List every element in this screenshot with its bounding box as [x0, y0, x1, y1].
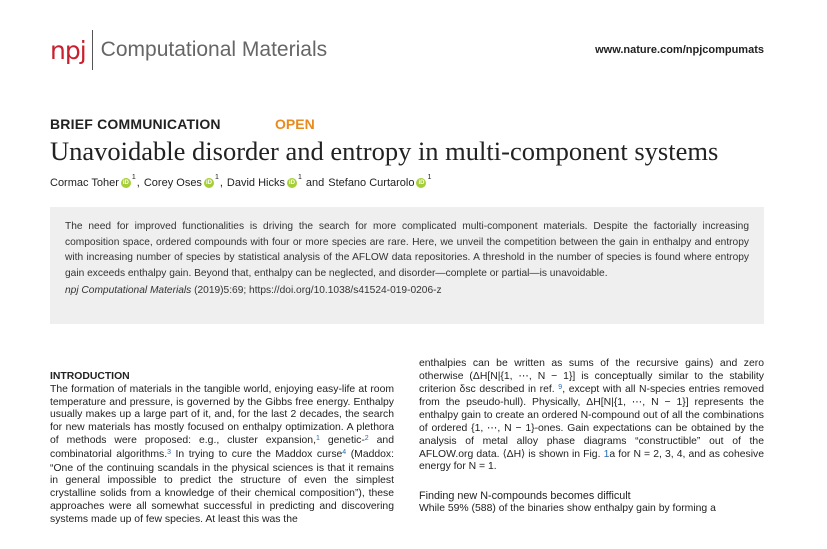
- left-column: [50, 371, 394, 527]
- body-text: enthalpies can be written as sums of the recursive gains) and zero otherwise (ΔH[N|{1, ⋯, N − 1}] is conceptually similar to the stability criterion δsc described in ref.: [419, 358, 764, 395]
- right-column: [419, 358, 764, 516]
- reference-link[interactable]: 4: [342, 448, 347, 456]
- author-name-1[interactable]: Cormac Toher: [50, 177, 119, 189]
- orcid-icon[interactable]: iD: [418, 180, 425, 186]
- figure-link[interactable]: 1: [603, 448, 610, 460]
- header-divider: [92, 30, 93, 70]
- author-name-2[interactable]: Corey Oses: [143, 177, 202, 189]
- affiliation-marker[interactable]: 1: [297, 174, 302, 181]
- affiliation-marker[interactable]: 1: [427, 174, 432, 181]
- intro-paragraph: [50, 384, 394, 527]
- author-separator: ,: [219, 177, 223, 189]
- citation-doi[interactable]: (2019)5:69; https://doi.org/10.1038/s41524-019-0206-z: [191, 285, 442, 297]
- intro-text: genetic-: [319, 434, 365, 446]
- intro-text: The formation of materials in the tangible world, enjoying easy-life at room temperature and pressure, is governed by the Gibbs free energy. Enthalpy usually makes up a large part of it, and, for the last 2 decades, the search for new materials has mostly focused on enthalpy optimization. A plethora of methods were proposed: e.g., cluster expansion,: [50, 383, 394, 446]
- intro-text: (Maddox: “One of the continuing scandals in the physical sciences is that it remains in general impossible to predict the structure of even the simplest crystalline solids from a knowledge of their chemical composition”), these approaches were all somewhat successful in predicting and discovering systems made up of few species. At least this was the: [50, 448, 395, 525]
- citation-journal: npj Computational Materials: [65, 285, 192, 297]
- article-title: Unavoidable disorder and entropy in multi-component systems: [50, 136, 719, 166]
- author-name-4[interactable]: Stefano Curtarolo: [328, 177, 415, 189]
- body-text: , except with all N-species entries removed from the pseudo-hull). Physically, ΔH[N|{1, ⋯, N − 1}] represents the enthalpy gain to create an ordered N-compound out of all the combinations of ordered {1, ⋯, N − 1}-ones. Gain expectations can be obtained by the analysis of metal alloy phase diagrams “constructible” out of the AFLOW.org data. ⟨ΔH⟩ is shown in Fig.: [419, 383, 764, 460]
- author-separator: and: [305, 177, 325, 189]
- author-name-3[interactable]: David Hicks: [226, 177, 285, 189]
- orcid-icon[interactable]: iD: [205, 180, 212, 186]
- body-text: a for N = 2, 3, 4, and as cohesive energy for N = 1.: [419, 448, 764, 473]
- intro-text: In trying to cure the Maddox curse: [171, 448, 343, 460]
- npj-logo[interactable]: npj: [50, 35, 86, 65]
- reference-link[interactable]: 1: [315, 434, 320, 442]
- abstract-text: The need for improved functionalities is driving the search for more complicated multi-component materials. Despite the factorially increasing composition space, ordered compounds with four or more species are rare. Here, we unveil the competition between the gain in enthalpy and entropy with increasing number of species by statistical analysis of the AFLOW data repositories. A threshold in the number of species is found where entropy gain exceeds enthalpy gain. Beyond that, enthalpy can be neglected, and disorder—complete or partial—is unavoidable.: [65, 221, 749, 279]
- abstract-box: [50, 207, 764, 324]
- section-heading-introduction: INTRODUCTION: [50, 371, 130, 382]
- subsection-heading: Finding new N-compounds becomes difficult: [419, 490, 631, 503]
- orcid-icon[interactable]: iD: [122, 180, 129, 186]
- author-separator: ,: [136, 177, 140, 189]
- orcid-icon[interactable]: iD: [288, 180, 295, 186]
- open-access-badge: OPEN: [275, 116, 315, 132]
- affiliation-marker[interactable]: 1: [214, 174, 219, 181]
- reference-link[interactable]: 3: [167, 448, 172, 456]
- reference-link[interactable]: 9: [558, 383, 563, 391]
- binaries-paragraph: While 59% (588) of the binaries show enthalpy gain by forming a: [419, 502, 716, 514]
- affiliation-marker[interactable]: 1: [131, 174, 136, 181]
- author-list: [50, 174, 432, 189]
- citation-line: [65, 285, 749, 296]
- journal-name[interactable]: Computational Materials: [100, 38, 328, 61]
- reference-link[interactable]: 2: [364, 434, 369, 442]
- journal-url-link[interactable]: www.nature.com/npjcompumats: [595, 44, 764, 56]
- journal-header: [50, 30, 327, 70]
- enthalpy-paragraph: [419, 358, 764, 474]
- intro-text: and combinatorial algorithms.: [50, 434, 394, 460]
- article-type: BRIEF COMMUNICATION: [50, 116, 221, 132]
